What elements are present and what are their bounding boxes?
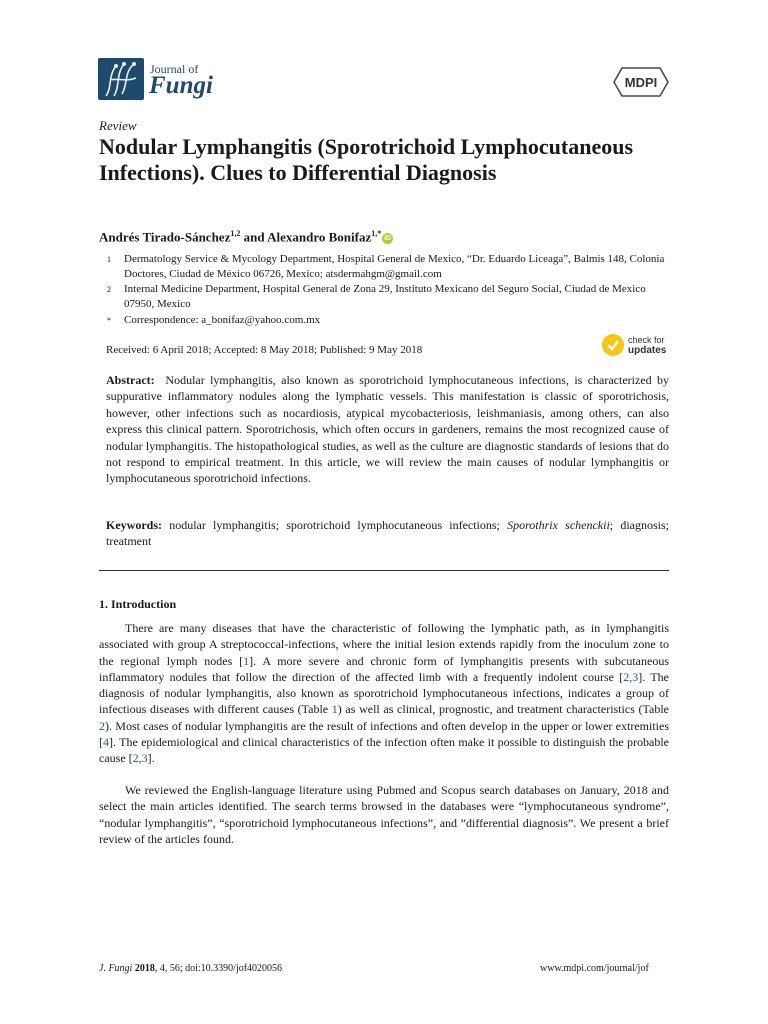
affiliation-mark: 2 bbox=[107, 285, 111, 294]
citation-link[interactable]: 2,3 bbox=[623, 669, 639, 684]
correspondence-item bbox=[99, 313, 679, 329]
affiliation-mark: 1 bbox=[107, 255, 111, 264]
body-text: ]. bbox=[147, 751, 155, 766]
body-paragraph bbox=[99, 782, 669, 847]
footer-volume-doi: , 4, 56; doi:10.3390/jof4020056 bbox=[154, 963, 283, 974]
keywords-label: Keywords: bbox=[106, 518, 162, 532]
table-link[interactable]: 1 bbox=[331, 702, 338, 717]
body-text: ]. The diagnosis of nodular lymphangitis, also known as sporotrichoid lymphocutaneous infections, indicates a group of infectious diseases with different causes (Table bbox=[99, 669, 670, 717]
citation-link[interactable]: 1 bbox=[243, 653, 250, 668]
keywords-species: Sporothrix schenckii bbox=[507, 518, 610, 532]
footer-year: 2018 bbox=[134, 963, 155, 974]
section-divider bbox=[99, 570, 669, 571]
section-heading: 1. Introduction bbox=[99, 597, 177, 611]
body-text: ]. A more severe and chronic form of lymphangitis presents with subcutaneous inflammatory nodules that follow the direction of the affected limb with a frequently indolent course [ bbox=[99, 653, 669, 684]
correspondence-mark: * bbox=[107, 316, 111, 325]
article-title: Nodular Lymphangitis (Sporotrichoid Lymphocutaneous Infections). Clues to Differential Diagnosis bbox=[99, 134, 634, 185]
affiliation-item bbox=[99, 252, 679, 282]
body-text: ]. The epidemiological and clinical characteristics of the infection often make it possible to distinguish the probable cause [ bbox=[99, 735, 669, 766]
check-updates-icon bbox=[602, 334, 624, 356]
journal-of-label: Journal of bbox=[150, 62, 199, 76]
author-list bbox=[99, 229, 393, 245]
keywords bbox=[106, 517, 669, 550]
author-affiliation-mark: 1,* bbox=[371, 229, 382, 238]
body-text: ). Most cases of nodular lymphangitis are the result of infections and often develop in the upper or lower extremities [ bbox=[99, 718, 669, 750]
journal-logo-icon bbox=[98, 58, 144, 100]
footer-journal-abbr: J. Fungi bbox=[99, 963, 133, 974]
publication-dates: Received: 6 April 2018; Accepted: 8 May 2018; Published: 9 May 2018 bbox=[106, 344, 423, 356]
affiliation-text: Dermatology Service & Mycology Department, Hospital General de Mexico, “Dr. Eduardo Liceaga”, Balmis 148, Colonia Doctores, Ciudad de México 06726, Mexico; atsdermahgm@gmail.com bbox=[124, 253, 665, 280]
abstract bbox=[106, 372, 669, 487]
body-text: ) as well as clinical, prognostic, and treatment characteristics (Table bbox=[337, 702, 670, 717]
author-name: Alexandro Bonifaz bbox=[267, 229, 372, 245]
table-link[interactable]: 2 bbox=[99, 718, 105, 733]
author-name: Andrés Tirado-Sánchez bbox=[99, 229, 231, 245]
publisher-name: MDPI bbox=[624, 75, 658, 90]
check-updates-line1: check for bbox=[628, 335, 665, 345]
article-type: Review bbox=[99, 118, 137, 133]
orcid-icon[interactable]: iD bbox=[384, 235, 392, 243]
publisher-logo bbox=[612, 66, 670, 98]
correspondence-text: Correspondence: a_bonifaz@yahoo.com.mx bbox=[124, 314, 321, 326]
keywords-text-end: ; diagnosis; treatment bbox=[106, 518, 669, 549]
journal-name: Fungi bbox=[149, 72, 213, 99]
body-text: There are many diseases that have the characteristic of following the lymphatic path, as in lymphangitis associated with group A streptococcal-infections, where the initial lesion extends rapidly from the inoculum zone to the regional lymph nodes [ bbox=[99, 621, 669, 668]
author-joiner: and bbox=[240, 229, 268, 245]
check-for-updates-button[interactable] bbox=[602, 334, 682, 360]
citation-link[interactable]: 4 bbox=[103, 735, 109, 750]
author-affiliation-mark: 1,2 bbox=[230, 229, 241, 238]
check-updates-line2: updates bbox=[628, 345, 667, 356]
abstract-label: Abstract: bbox=[106, 373, 155, 387]
abstract-text: Nodular lymphangitis, also known as sporotrichoid lymphocutaneous infections, is characterized by suppurative inflammatory nodules along the lymphatic vessels. This manifestation is classic of sporotrichosis, however, other infections such as nocardiosis, atypical mycobacteriosis, leishmaniasis, among others, can also express this clinical pattern. Sporotrichosis, which often occurs in gardeners, remains the most recognized cause of nodular lymphangitis. The histopathological studies, as well as the culture are diagnostic standards of lesions that do not respond to empirical treatment. In this article, we will review the main causes of nodular lymphangitis or lymphocutaneous sporotrichoid infections. bbox=[106, 373, 670, 486]
body-text: We reviewed the English-language literature using Pubmed and Scopus search databases on January, 2018 and select the main articles identified. The search terms browsed in the databases were “lymphocutaneous syndrome”, “nodular lymphangitis”, “sporotrichoid lymphocutaneous infections”, and ”differential diagnosis”. We present a brief review of the articles found. bbox=[99, 783, 669, 846]
footer-citation bbox=[99, 963, 282, 974]
body-paragraph bbox=[99, 620, 669, 767]
affiliation-text: Internal Medicine Department, Hospital General de Zona 29, Instituto Mexicano del Seguro Social, Ciudad de Mexico 07950, Mexico bbox=[124, 283, 646, 310]
affiliation-item bbox=[99, 282, 679, 312]
keywords-text: nodular lymphangitis; sporotrichoid lymphocutaneous infections; bbox=[169, 518, 508, 532]
footer-journal-url[interactable]: www.mdpi.com/journal/jof bbox=[540, 963, 649, 974]
citation-link[interactable]: 2,3 bbox=[132, 751, 148, 766]
